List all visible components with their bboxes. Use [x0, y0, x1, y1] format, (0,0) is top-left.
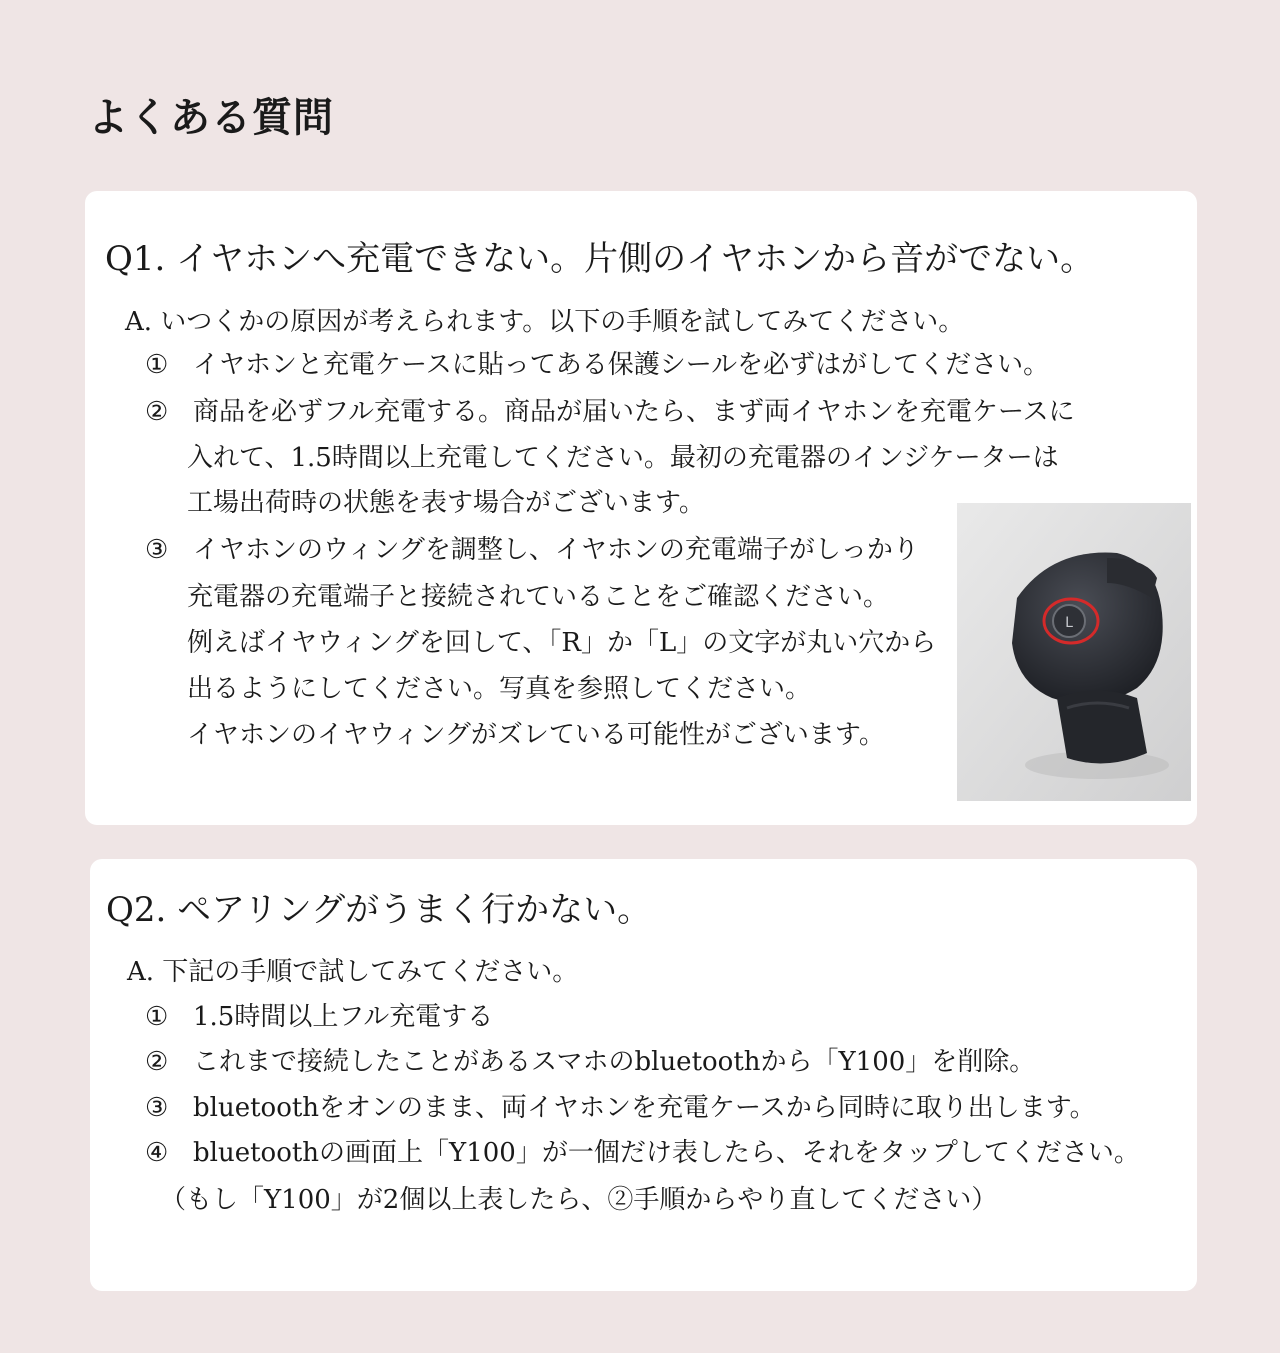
faq-card-q2 — [90, 859, 1197, 1291]
step-number: ② — [145, 397, 169, 427]
step-text-continued: 充電器の充電端子と接続されていることをご確認ください。 — [187, 582, 890, 612]
step-text: bluetoothの画面上「Y100」が一個だけ表したら、それをタップしてください。 — [193, 1138, 1140, 1168]
question-title-q2: Q2. ペアリングがうまく行かない。 — [106, 890, 652, 930]
step-number: ① — [145, 1002, 169, 1032]
faq-card-q1 — [85, 191, 1197, 825]
step-text-continued: 例えばイヤウィングを回して、「R」か「L」の文字が丸い穴から — [187, 628, 937, 658]
step-number: ③ — [145, 1093, 169, 1123]
earbud-letter: L — [1065, 615, 1073, 631]
answer-intro-q2: A. 下記の手順で試してみてください。 — [127, 957, 579, 987]
answer-intro-q1: A. いつくかの原因が考えられます。以下の手順を試してみてください。 — [125, 307, 965, 337]
step-item-q2-3 — [145, 1087, 1096, 1124]
step-number: ① — [145, 350, 169, 380]
page-title: よくある質問 — [88, 95, 334, 141]
step-item-q1-3 — [145, 529, 919, 566]
step-text: これまで接続したことがあるスマホのbluetoothから「Y100」を削除。 — [193, 1047, 1036, 1077]
earbud-photo — [957, 503, 1191, 801]
step-note: （もし「Y100」が2個以上表したら、②手順からやり直してください） — [160, 1185, 998, 1215]
step-text: イヤホンと充電ケースに貼ってある保護シールを必ずはがしてください。 — [193, 350, 1050, 380]
step-text: 商品を必ずフル充電する。商品が届いたら、まず両イヤホンを充電ケースに — [193, 397, 1075, 427]
step-text: 1.5時間以上フル充電する — [193, 1002, 494, 1032]
step-text-continued: 工場出荷時の状態を表す場合がございます。 — [187, 488, 705, 518]
step-item-q2-1 — [145, 996, 493, 1033]
step-text: bluetoothをオンのまま、両イヤホンを充電ケースから同時に取り出します。 — [193, 1093, 1096, 1123]
step-item-q2-2 — [145, 1041, 1035, 1078]
step-text-continued: 入れて、1.5時間以上充電してください。最初の充電器のインジケーターは — [187, 443, 1059, 473]
step-item-q1-2 — [145, 391, 1075, 428]
step-number: ③ — [145, 535, 169, 565]
step-item-q2-4 — [145, 1132, 1140, 1169]
step-text: イヤホンのウィングを調整し、イヤホンの充電端子がしっかり — [193, 535, 919, 565]
step-number: ② — [145, 1047, 169, 1077]
question-title-q1: Q1. イヤホンへ充電できない。片側のイヤホンから音がでない。 — [105, 239, 1095, 279]
step-text-continued: イヤホンのイヤウィングがズレている可能性がございます。 — [187, 720, 885, 750]
step-text-continued: 出るようにしてください。写真を参照してください。 — [187, 674, 812, 704]
step-number: ④ — [145, 1138, 169, 1168]
step-item-q1-1 — [145, 344, 1049, 381]
